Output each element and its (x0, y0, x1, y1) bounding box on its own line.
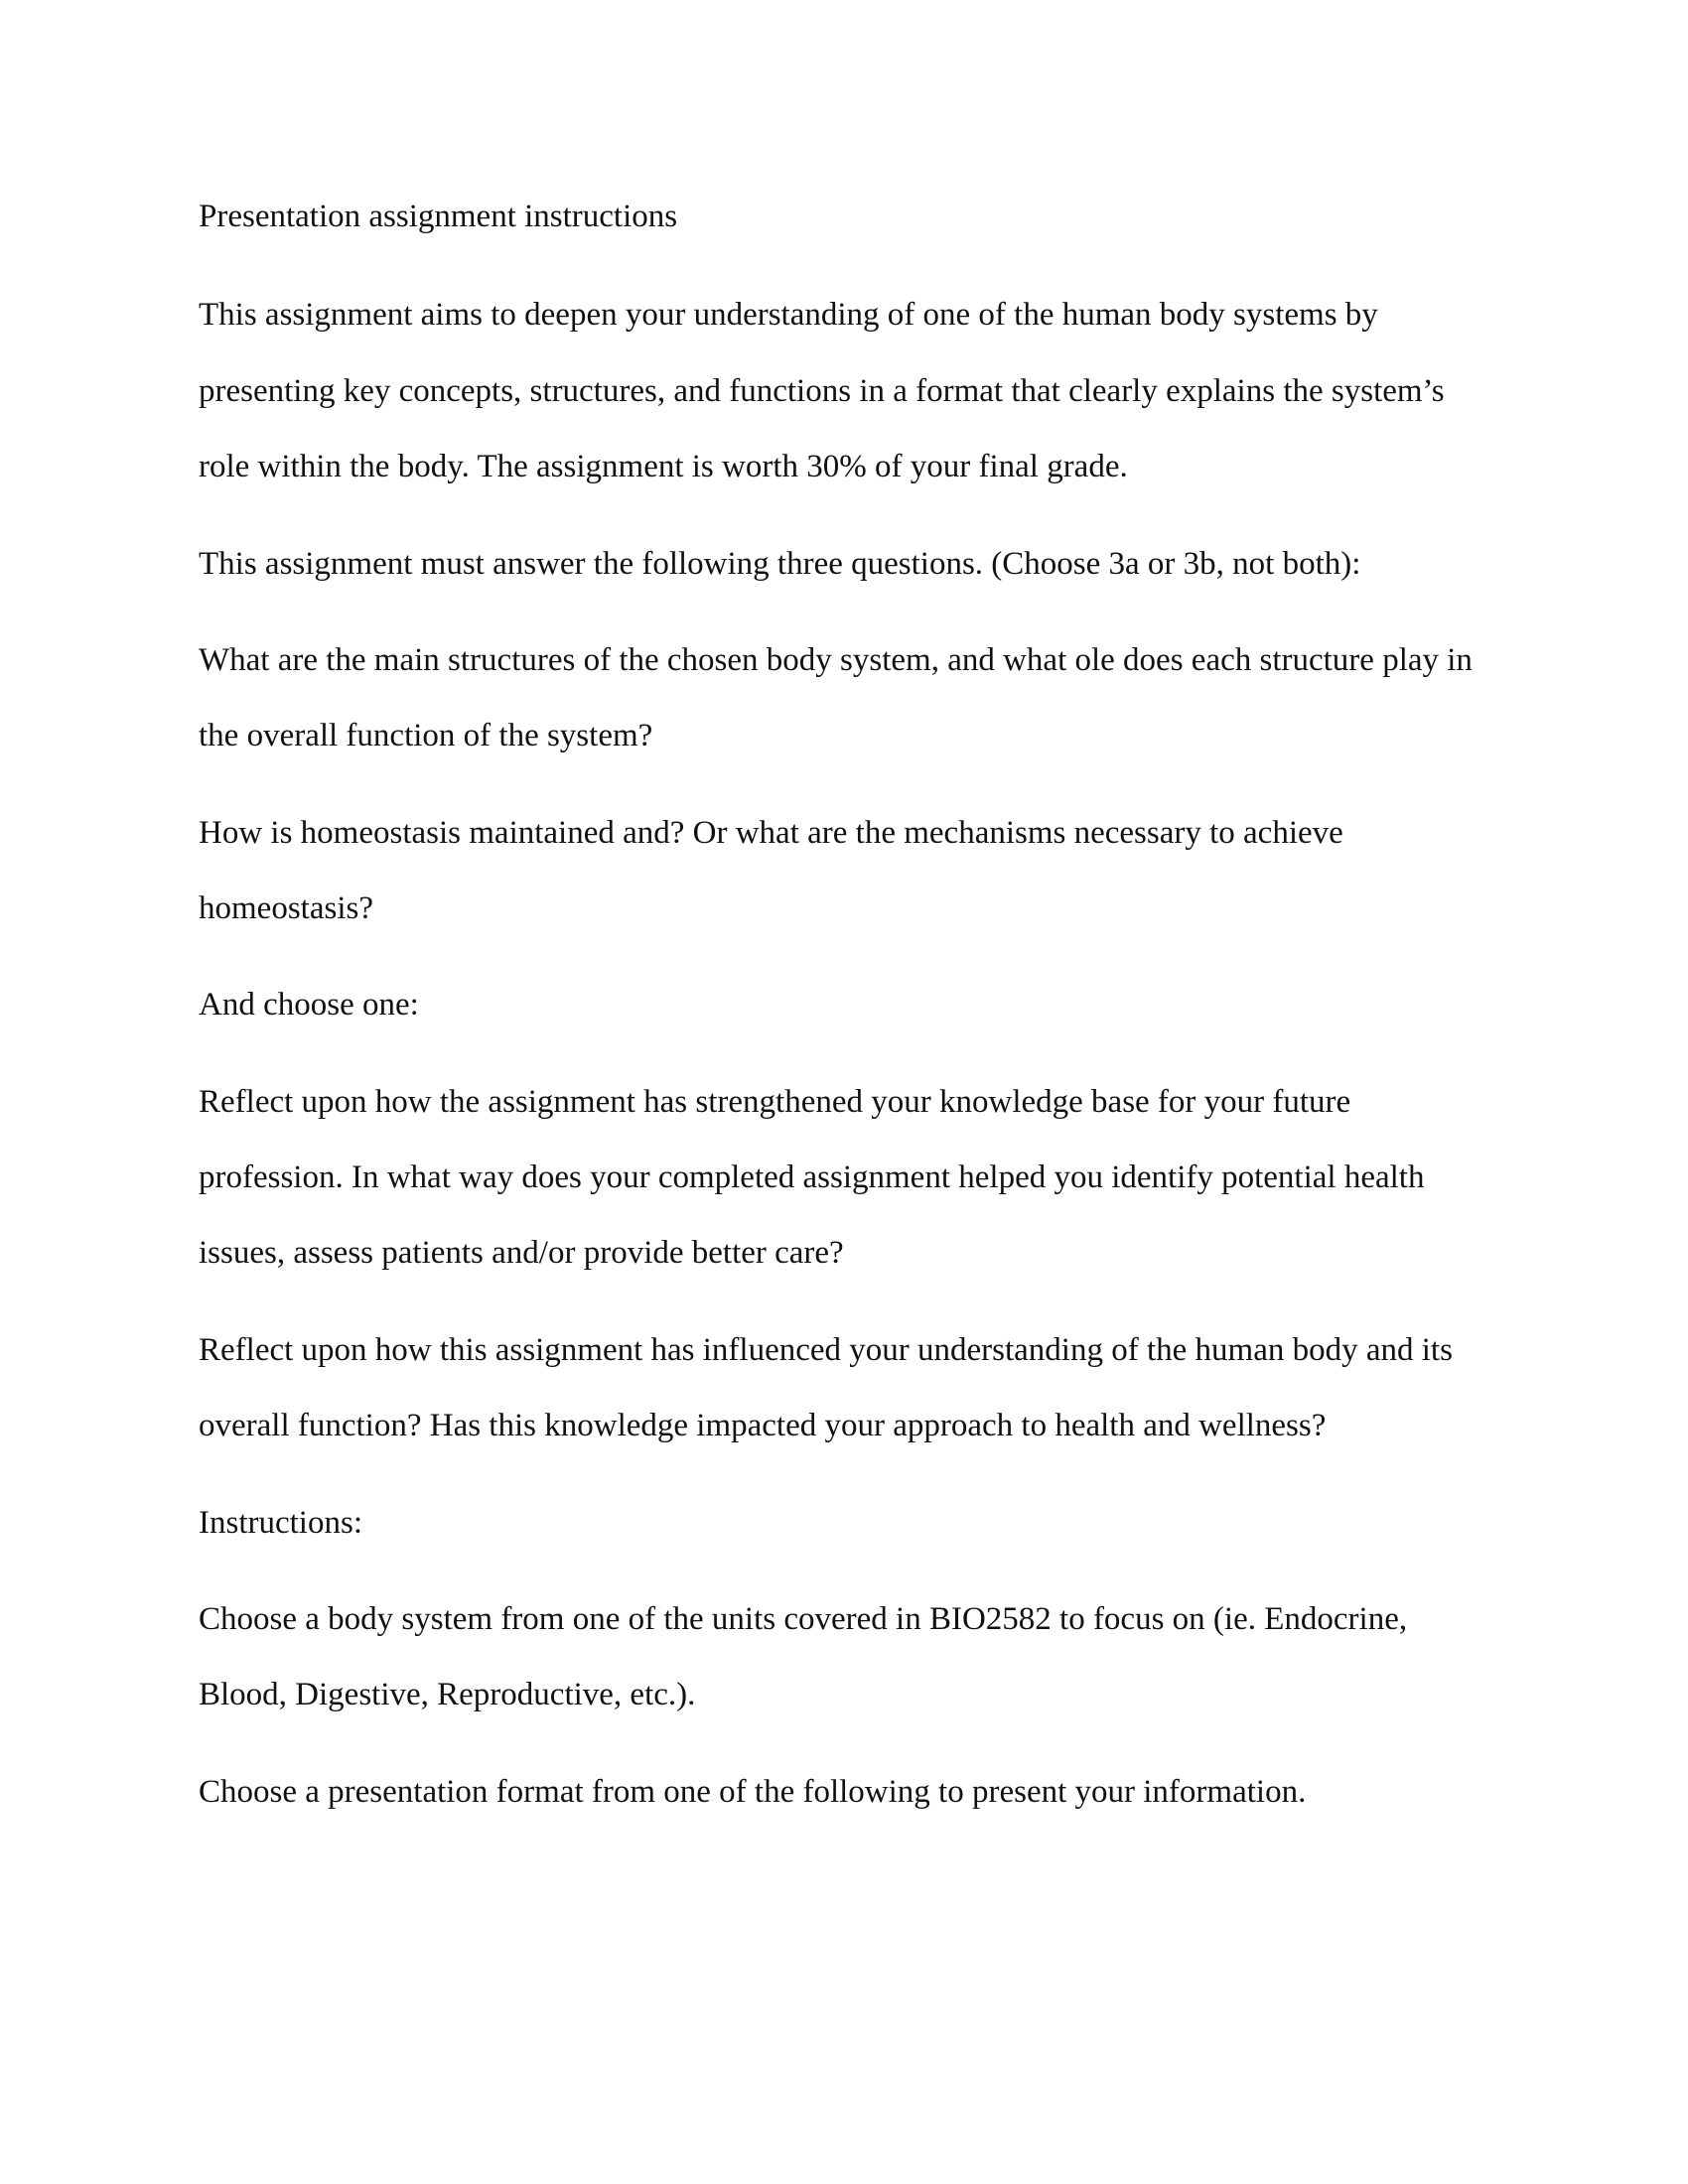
document-title: Presentation assignment instructions (199, 199, 678, 234)
question-1-line-2: the overall function of the system? (199, 718, 653, 753)
intro-line-2: presenting key concepts, structures, and functions in a format that clearly explains the system’s (199, 373, 1445, 409)
question-1-line-1: What are the main structures of the chosen body system, and what ole does each structure play in (199, 642, 1473, 678)
instruction-1-line-2: Blood, Digestive, Reproductive, etc.). (199, 1677, 696, 1712)
option-b-line-1: Reflect upon how this assignment has influenced your understanding of the human body and its (199, 1332, 1453, 1368)
question-2-line-1: How is homeostasis maintained and? Or what are the mechanisms necessary to achieve (199, 815, 1343, 851)
intro-line-3: role within the body. The assignment is worth 30% of your final grade. (199, 449, 1128, 484)
option-a-line-1: Reflect upon how the assignment has strengthened your knowledge base for your future (199, 1084, 1351, 1120)
option-a-line-3: issues, assess patients and/or provide better care? (199, 1235, 844, 1271)
option-a-line-2: profession. In what way does your completed assignment helped you identify potential health (199, 1160, 1425, 1195)
question-2-line-2: homeostasis? (199, 890, 373, 926)
questions-intro: This assignment must answer the following three questions. (Choose 3a or 3b, not both): (199, 546, 1361, 582)
instruction-1-line-1: Choose a body system from one of the units covered in BIO2582 to focus on (ie. Endocrine, (199, 1601, 1408, 1637)
intro-line-1: This assignment aims to deepen your understanding of one of the human body systems by (199, 297, 1378, 333)
instructions-heading: Instructions: (199, 1505, 362, 1541)
choose-one-label: And choose one: (199, 987, 419, 1023)
instruction-2: Choose a presentation format from one of the following to present your information. (199, 1774, 1307, 1810)
option-b-line-2: overall function? Has this knowledge impacted your approach to health and wellness? (199, 1408, 1327, 1443)
